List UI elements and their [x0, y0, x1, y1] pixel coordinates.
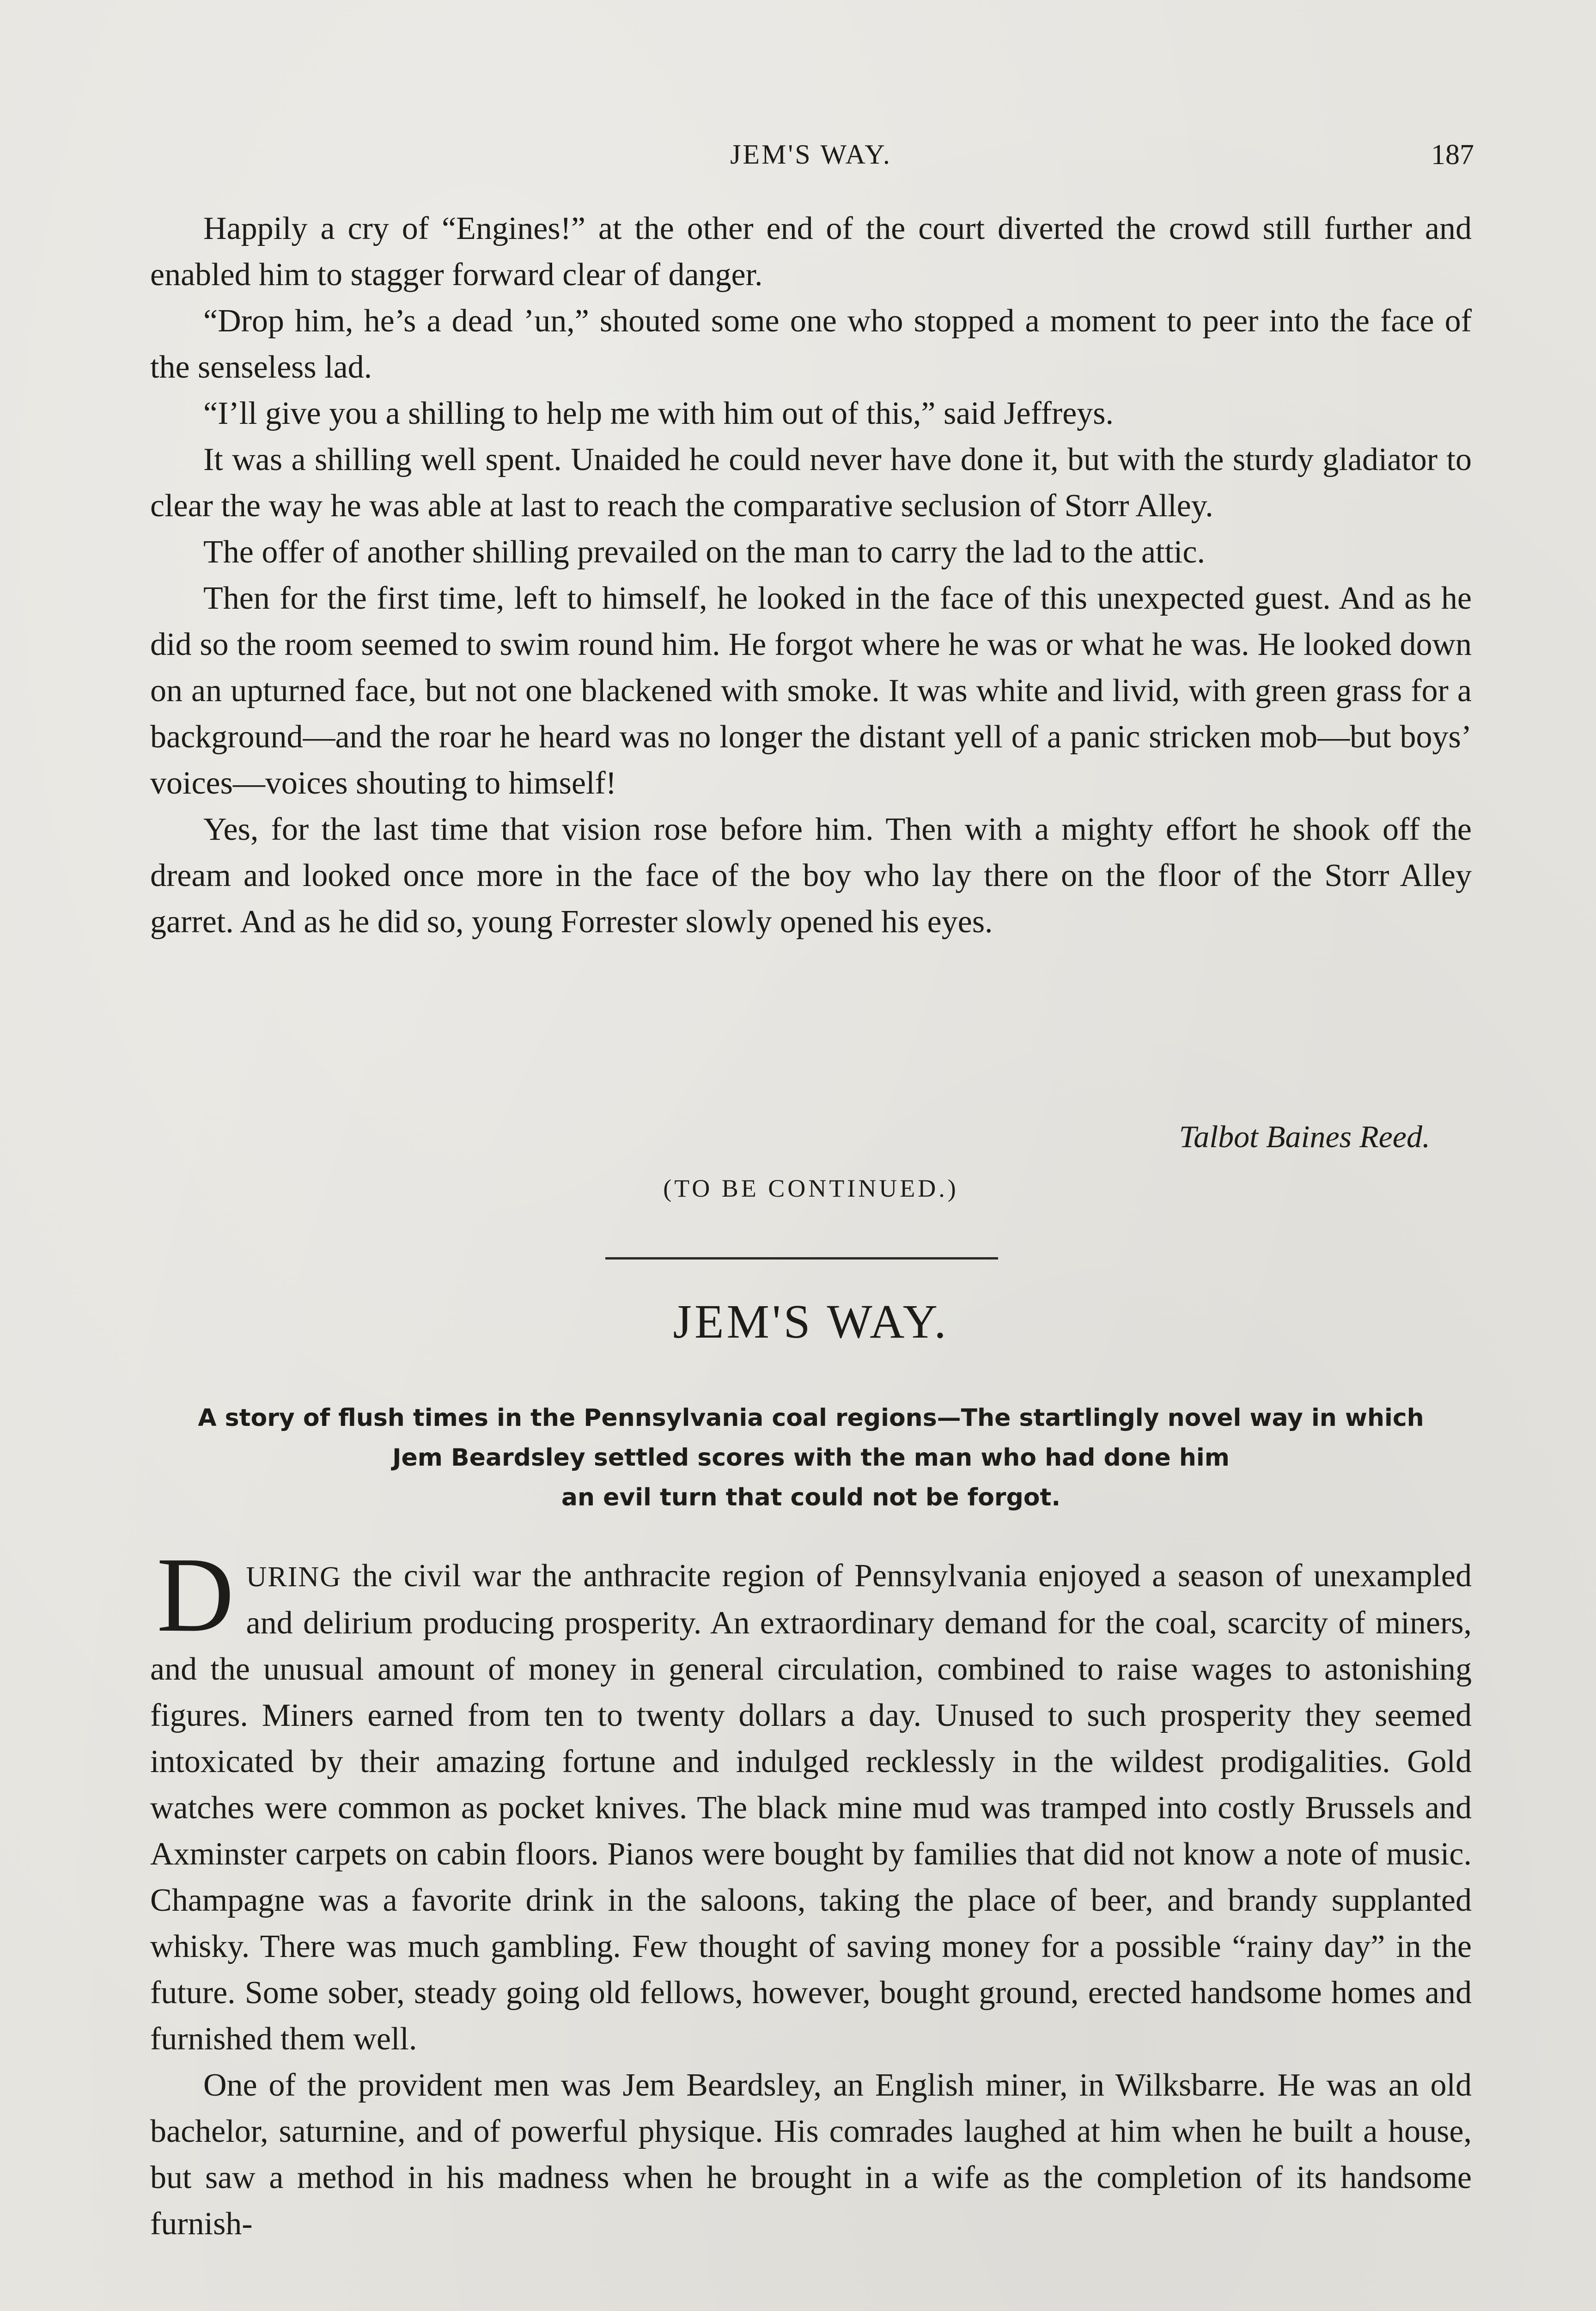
section-divider: [605, 1257, 998, 1259]
continued-note: (TO BE CONTINUED.): [663, 1174, 959, 1202]
article-title: JEM'S WAY.: [673, 1295, 949, 1348]
deck-line: an evil turn that could not be forgot.: [561, 1484, 1061, 1511]
paragraph: “I’ll give you a shilling to help me with him out of this,” said Jeffreys.: [203, 396, 1114, 431]
paragraph: It was a shilling well spent. Unaided he could never have done it, but with the sturdy gladiator to clear the way he was able at last to reach the comparative seclusion of Storr Alley.: [150, 442, 1472, 524]
paragraph: Then for the first time, left to himself, he looked in the face of this unexpected guest. And as he did so the room seemed to swim round him. He forgot where he was or what he was. He looked down on an upturned face, but not one blackened with smoke. It was white and livid, with green grass for a background—and the roar he heard was no longer the distant yell of a panic stricken mob—but boys’ voices—voices shouting to himself!: [150, 581, 1472, 801]
paragraph: One of the provident men was Jem Beardsley, an English miner, in Wilksbarre. He was an old bachelor, saturnine, and of powerful physique. His comrades laughed at him when he built a house, but saw a method in his madness when he brought in a wife as the completion of its handsome furnish-: [150, 2067, 1472, 2242]
article-deck: [150, 1398, 1472, 1517]
drop-cap: D: [157, 1535, 234, 1654]
article-body: [150, 1535, 1472, 2247]
running-title: JEM'S WAY.: [730, 139, 892, 170]
paragraph: “Drop him, he’s a dead ’un,” shouted some one who stopped a moment to peer into the face of the senseless lad.: [150, 303, 1472, 385]
paragraph: The offer of another shilling prevailed on the man to carry the lad to the attic.: [203, 534, 1205, 570]
opening-paragraph: [150, 1535, 1472, 2062]
deck-line: Jem Beardsley settled scores with the man who had done him: [392, 1444, 1230, 1472]
opening-paragraph-text: the civil war the anthracite region of Pennsylvania enjoyed a season of unexampled and delirium producing prosperity. An extraordinary demand for the coal, scarcity of miners, and the unusual amount of money in general circulation, combined to raise wages to astonishing figures. Miners earned from ten to twenty dollars a day. Unused to such prosperity they seemed intoxicated by their amazing fortune and indulged recklessly in the wildest prodigalities. Gold watches were common as pocket knives. The black mine mud was tramped into costly Brussels and Axminster carpets on cabin floors. Pianos were bought by families that did not know a note of music. Champagne was a favorite drink in the saloons, taking the place of beer, and brandy supplanted whisky. There was much gambling. Few thought of saving money for a possible “rainy day” in the future. Some sober, steady going old fellows, however, bought ground, erected handsome homes and furnished them well.: [150, 1558, 1472, 2057]
opening-word: URING: [246, 1561, 341, 1593]
previous-story-text: [150, 206, 1472, 945]
paragraph: Yes, for the last time that vision rose before him. Then with a mighty effort he shook off the dream and looked once more in the face of the boy who lay there on the floor of the Storr Alley garret. And as he did so, young Forrester slowly opened his eyes.: [150, 812, 1472, 940]
paragraph: Happily a cry of “Engines!” at the other end of the court diverted the crowd still further and enabled him to stagger forward clear of danger.: [150, 211, 1472, 293]
page-number: 187: [1431, 139, 1474, 171]
author-signature: Talbot Baines Reed.: [1179, 1119, 1430, 1154]
deck-line: A story of flush times in the Pennsylvania coal regions—The startlingly novel way in which: [198, 1404, 1424, 1432]
running-head: [148, 139, 1474, 176]
